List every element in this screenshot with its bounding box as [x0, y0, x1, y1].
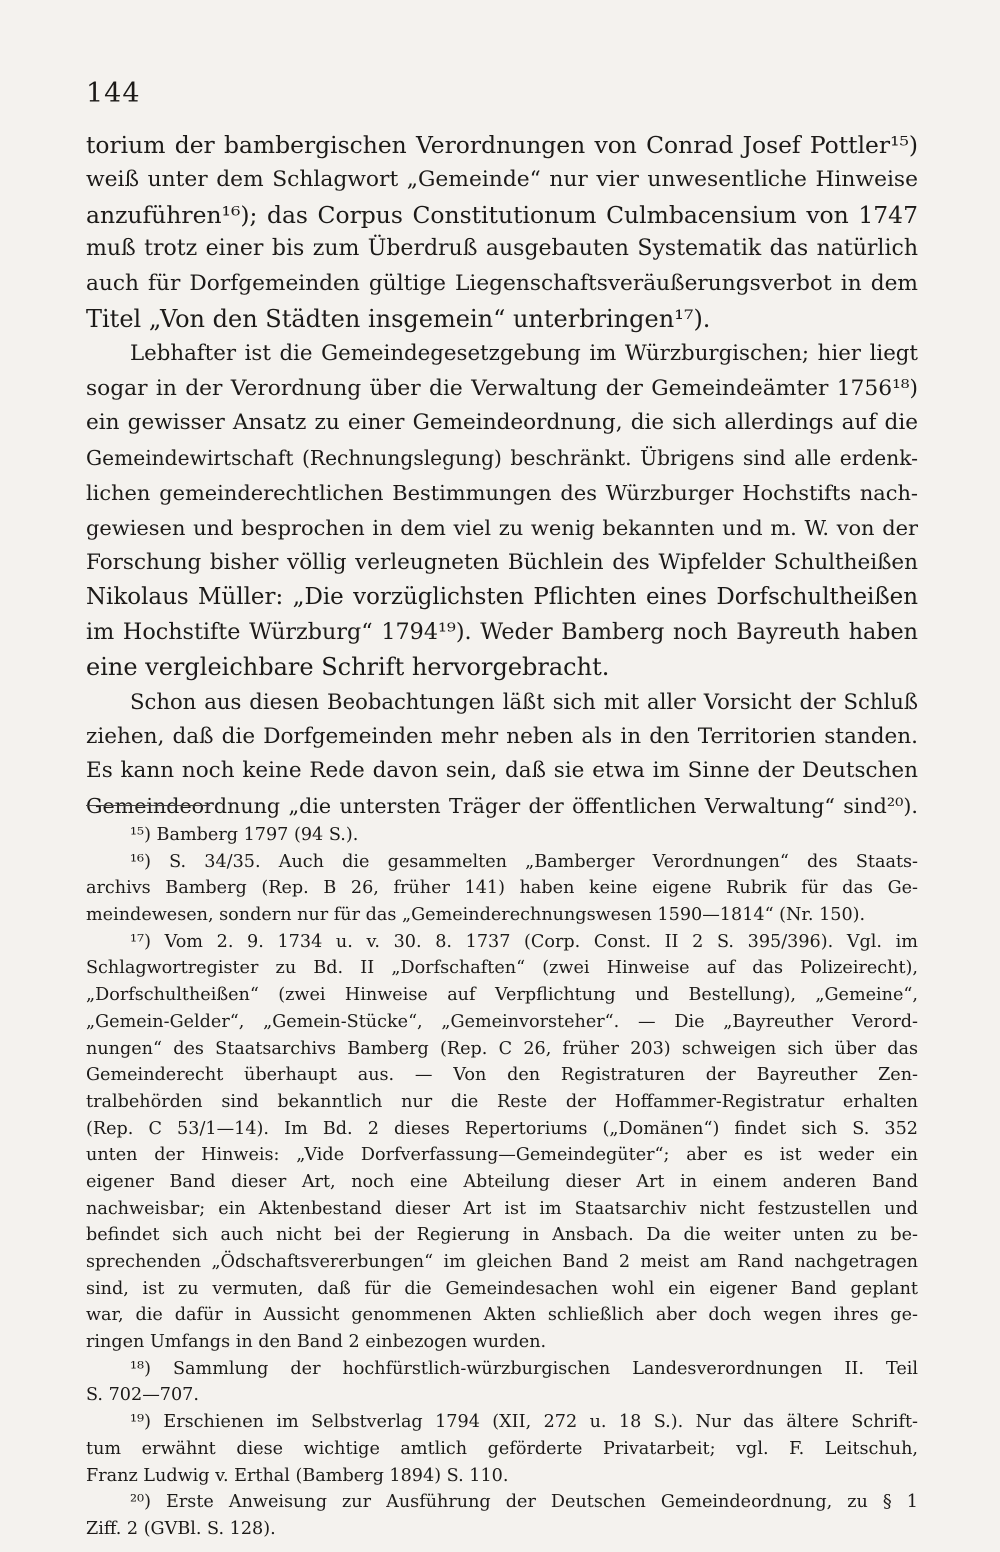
- footnote-line: nachweisbar; ein Aktenbestand dieser Art ist im Staatsarchiv nicht festzustellen und: [86, 1198, 918, 1219]
- body-line: ein gewisser Ansatz zu einer Gemeindeordnung, die sich allerdings auf die: [86, 410, 918, 436]
- body-line: im Hochstifte Würzburg“ 1794¹⁹). Weder Bamberg noch Bayreuth haben: [86, 619, 918, 646]
- footnote-line: ringen Umfangs in den Band 2 einbezogen wurden.: [86, 1332, 547, 1353]
- footnote-line: S. 702—707.: [86, 1385, 199, 1406]
- body-line: muß trotz einer bis zum Überdruß ausgebauten Systematik das natürlich: [86, 236, 918, 262]
- footnote-line: Ziff. 2 (GVBl. S. 128).: [86, 1518, 276, 1539]
- body-line: weiß unter dem Schlagwort „Gemeinde“ nur vier unwesentliche Hinweise: [86, 166, 918, 192]
- footnote-line: nungen“ des Staatsarchivs Bamberg (Rep. C 26, früher 203) schweigen sich über das: [86, 1038, 918, 1059]
- body-line: eine vergleichbare Schrift hervorgebracht.: [86, 652, 610, 681]
- body-line: gewiesen und besprochen in dem viel zu wenig bekannten und m. W. von der: [86, 515, 918, 540]
- body-line: Es kann noch keine Rede davon sein, daß sie etwa im Sinne der Deutschen: [86, 758, 918, 784]
- footnote-line: sind, ist zu vermuten, daß für die Gemeindesachen wohl ein eigener Band geplant: [86, 1278, 918, 1299]
- footnote-line: ¹⁶) S. 34/35. Auch die gesammelten „Bamberger Verordnungen“ des Staats-: [130, 851, 918, 872]
- footnote-line: ¹⁹) Erschienen im Selbstverlag 1794 (XII, 272 u. 18 S.). Nur das ältere Schrift-: [130, 1412, 918, 1433]
- footnote-line: ²⁰) Erste Anweisung zur Ausführung der Deutschen Gemeindeordnung, zu § 1: [130, 1492, 918, 1513]
- footnote-line: Franz Ludwig v. Erthal (Bamberg 1894) S. 110.: [86, 1465, 509, 1486]
- footnote-line: Gemeinderecht überhaupt aus. — Von den Registraturen der Bayreuther Zen-: [86, 1065, 918, 1086]
- footnote-line: befindet sich auch nicht bei der Regierung in Ansbach. Da die weiter unten zu be-: [86, 1225, 918, 1246]
- footnote-rule: [86, 805, 210, 806]
- footnote-line: sprechenden „Ödschaftsvererbungen“ im gleichen Band 2 meist am Rand nachgetragen: [86, 1252, 918, 1272]
- body-line: auch für Dorfgemeinden gültige Liegenschaftsveräußerungsverbot in dem: [86, 271, 918, 297]
- body-line: Schon aus diesen Beobachtungen läßt sich mit aller Vorsicht der Schluß: [130, 688, 918, 714]
- body-line: anzuführen¹⁶); das Corpus Constitutionum Culmbacensium von 1747: [86, 200, 918, 229]
- body-line: ziehen, daß die Dorfgemeinden mehr neben als in den Territorien standen.: [86, 723, 918, 749]
- body-line: lichen gemeinderechtlichen Bestimmungen des Würzburger Hochstifts nach-: [86, 480, 918, 505]
- footnote-line: eigener Band dieser Art, noch eine Abteilung dieser Art in einem anderen Band: [86, 1171, 918, 1192]
- footnote-line: ¹⁷) Vom 2. 9. 1734 u. v. 30. 8. 1737 (Corp. Const. II 2 S. 395/396). Vgl. im: [130, 931, 918, 952]
- footnote-line: „Gemein-Gelder“, „Gemein-Stücke“, „Gemeinvorsteher“. — Die „Bayreuther Verord-: [86, 1011, 918, 1032]
- page-number: 144: [86, 78, 141, 109]
- body-line: Nikolaus Müller: „Die vorzüglichsten Pflichten eines Dorfschultheißen: [86, 584, 918, 611]
- footnote-line: tralbehörden sind bekanntlich nur die Reste der Hoffammer-Registratur erhalten: [86, 1091, 918, 1112]
- body-line: Gemeindewirtschaft (Rechnungslegung) beschränkt. Übrigens sind alle erdenk-: [86, 446, 918, 471]
- footnote-line: meindewesen, sondern nur für das „Gemeinderechnungswesen 1590—1814“ (Nr. 150).: [86, 905, 866, 926]
- footnote-line: archivs Bamberg (Rep. B 26, früher 141) haben keine eigene Rubrik für das Ge-: [86, 878, 918, 899]
- footnote-line: war, die dafür in Aussicht genommenen Akten schließlich aber doch wegen ihres ge-: [86, 1305, 918, 1326]
- footnotes: [86, 822, 918, 1543]
- footnote-line: (Rep. C 53/1—14). Im Bd. 2 dieses Repertoriums („Domänen“) findet sich S. 352: [86, 1118, 918, 1139]
- footnote-line: ¹⁵) Bamberg 1797 (94 S.).: [130, 825, 359, 845]
- body-line: Forschung bisher völlig verleugneten Büchlein des Wipfelder Schultheißen: [86, 549, 918, 575]
- footnote-line: ¹⁸) Sammlung der hochfürstlich-würzburgischen Landesverordnungen II. Teil: [130, 1358, 918, 1379]
- body-line: Gemeindeordnung „die untersten Träger der öffentlichen Verwaltung“ sind²⁰).: [86, 794, 918, 819]
- body-line: torium der bambergischen Verordnungen von Conrad Josef Pottler¹⁵): [86, 131, 918, 159]
- body-line: Titel „Von den Städten insgemein“ unterbringen¹⁷).: [86, 304, 711, 333]
- body-line: Lebhafter ist die Gemeindegesetzgebung im Würzburgischen; hier liegt: [130, 340, 918, 366]
- footnote-line: Schlagwortregister zu Bd. II „Dorfschaften“ (zwei Hinweise auf das Polizeirecht),: [86, 958, 918, 979]
- footnote-line: unten der Hinweis: „Vide Dorfverfassung—Gemeindegüter“; aber es ist weder ein: [86, 1145, 918, 1166]
- footnote-line: tum erwähnt diese wichtige amtlich geförderte Privatarbeit; vgl. F. Leitschuh,: [86, 1438, 918, 1459]
- body-line: sogar in der Verordnung über die Verwaltung der Gemeindeämter 1756¹⁸): [86, 375, 918, 401]
- body-text: [86, 128, 918, 824]
- footnote-line: „Dorfschultheißen“ (zwei Hinweise auf Verpflichtung und Bestellung), „Gemeine“,: [86, 985, 918, 1006]
